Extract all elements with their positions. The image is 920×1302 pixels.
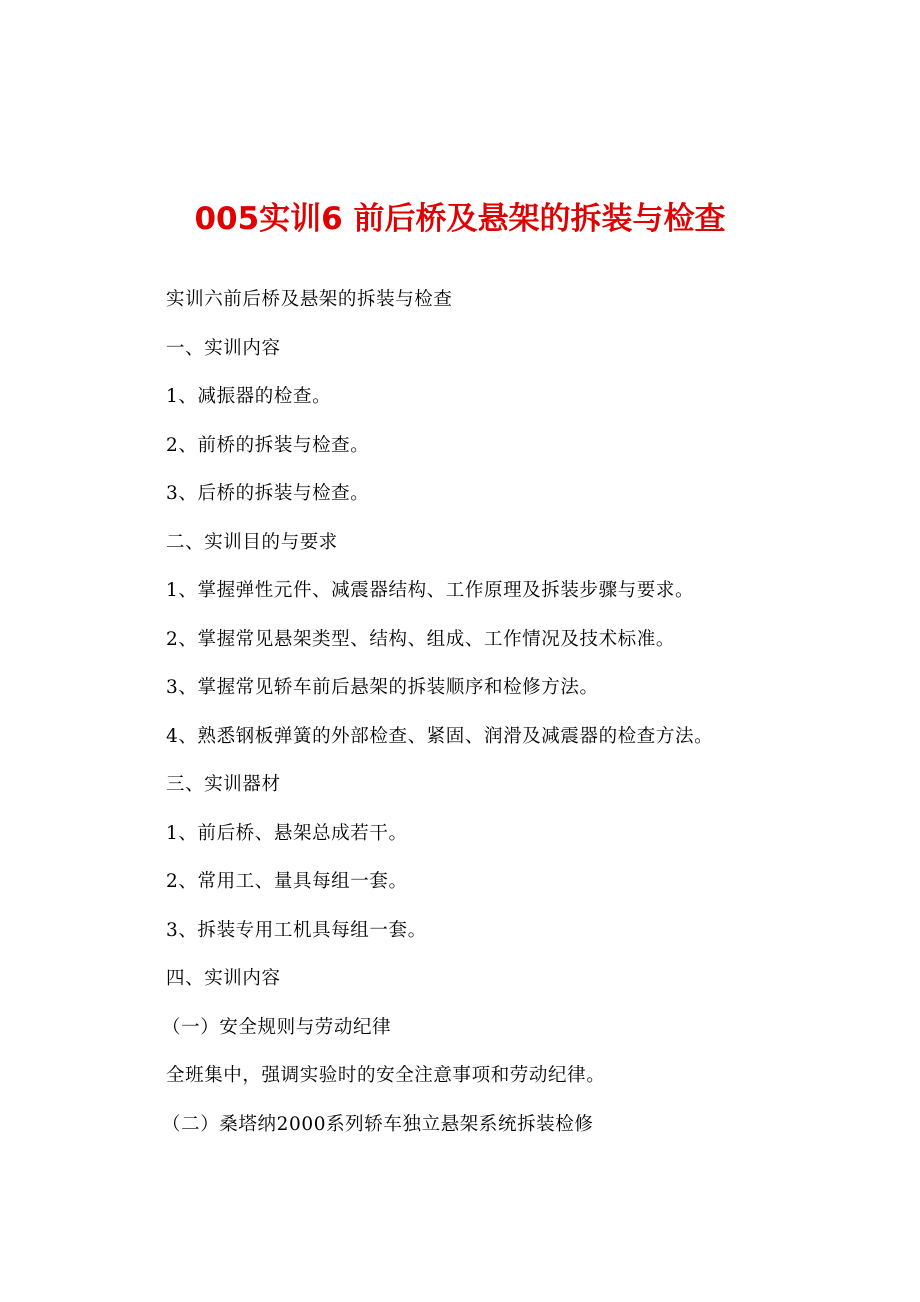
list-item: 3、拆装专用工机具每组一套。 [166,919,427,941]
paragraph: 全班集中，强调实验时的安全注意事项和劳动纪律。 [166,1065,606,1086]
section-heading-1: 一、实训内容 [166,337,281,359]
list-item: 2、掌握常见悬架类型、结构、组成、工作情况及技术标准。 [166,628,675,650]
document-title: 005实训6 前后桥及悬架的拆装与检查 [194,201,726,237]
list-item: 1、减振器的检查。 [166,386,332,407]
section-heading-4: 四、实训内容 [166,968,281,989]
list-item: 3、后桥的拆装与检查。 [166,483,370,504]
list-item: 2、前桥的拆装与检查。 [166,434,370,456]
list-item: 3、掌握常见轿车前后悬架的拆装顺序和检修方法。 [166,677,599,698]
list-item: 4、熟悉钢板弹簧的外部检查、紧固、润滑及减震器的检查方法。 [166,725,714,747]
list-item: 2、常用工、量具每组一套。 [166,871,408,892]
subsection-heading-1: （一）安全规则与劳动纪律 [162,1016,392,1038]
subtitle-line: 实训六前后桥及悬架的拆装与检查 [166,289,453,310]
subsection-heading-2: （二）桑塔纳2000系列轿车独立悬架系统拆装检修 [162,1113,594,1135]
list-item: 1、前后桥、悬架总成若干。 [166,822,408,844]
list-item: 1、掌握弹性元件、减震器结构、工作原理及拆装步骤与要求。 [166,580,695,601]
section-heading-2: 二、实训目的与要求 [166,531,338,553]
section-heading-3: 三、实训器材 [166,774,281,795]
document-body [162,276,886,1149]
